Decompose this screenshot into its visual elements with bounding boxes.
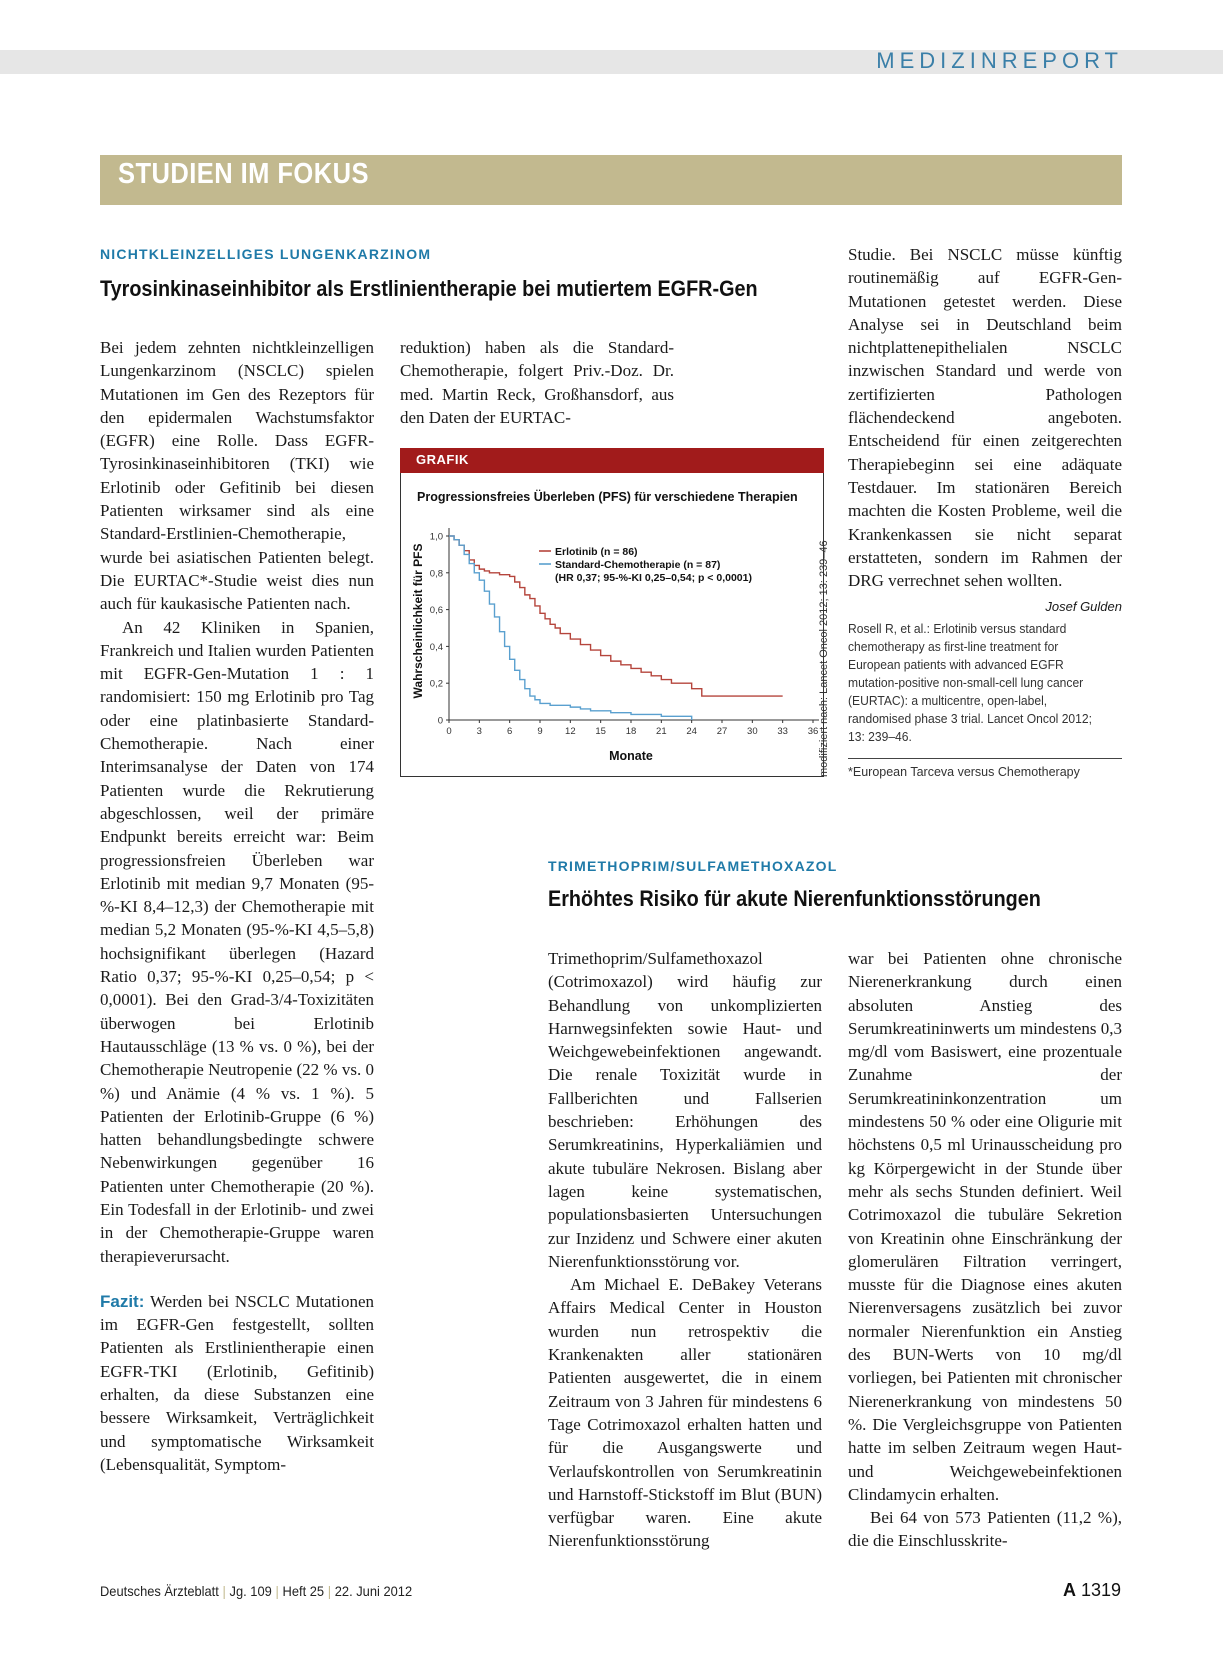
x-tick-label: 18 xyxy=(625,726,637,737)
x-tick-label: 3 xyxy=(476,726,482,737)
fazit-label: Fazit: xyxy=(100,1291,145,1311)
x-tick-label: 6 xyxy=(507,726,513,737)
article2-column-2 xyxy=(848,947,1122,1557)
article1-headline: Tyrosinkinaseinhibitor als Erstlinientherapie bei mutiertem EGFR-Gen xyxy=(100,276,758,301)
banner-title: STUDIEN IM FOKUS xyxy=(118,158,369,190)
pfs-chart xyxy=(401,473,823,775)
article2-column-1 xyxy=(548,947,822,1557)
x-tick-label: 33 xyxy=(777,726,788,737)
article2-kicker: TRIMETHOPRIM/SULFAMETHOXAZOL xyxy=(548,858,838,874)
footnote-rule xyxy=(848,758,1122,759)
article2-paragraph-2: Am Michael E. DeBakey Veterans Affairs Medical Center in Houston wurden nun retrospektiv die Krankenakten aller stationären Patienten ausgewertet, die in einem Zeitraum von 3 Jahren für mindestens 6 Tage Cotrimoxazol erhalten hatten und für die Ausgangswerte und Verlaufskontrollen von Serumkreatinin und Harnstoff-Stickstoff im Blut (BUN) verfügbar waren. Eine akute Nierenfunktionsstörung xyxy=(548,1275,822,1551)
journal-issue: Heft 25 xyxy=(282,1583,325,1599)
legend-hazard-ratio: (HR 0,37; 95-%-KI 0,25–0,54; p < 0,0001) xyxy=(555,572,752,584)
article1-kicker: NICHTKLEINZELLIGES LUNGENKARZINOM xyxy=(100,246,432,262)
fazit-text: Werden bei NSCLC Mutationen im EGFR-Gen festgestellt, sollten Patienten als Erstlinientherapie einen EGFR-TKI (Erlotinib, Gefitinib) erhalten, da diese Substanzen eine bessere Wirksamkeit, Verträglichkeit und symptomatische Wirksamkeit (Lebensqualität, Symptom- xyxy=(100,1291,374,1474)
article2-paragraph-3: war bei Patienten ohne chronische Nierenerkrankung durch einen absoluten Anstieg des Serumkreatininwerts um mindestens 0,3 mg/dl vom Basiswert, eine prozentuale Zunahme der Serumkreatininkonzentration um mindestens 50 % oder eine Oligurie mit höchstens 0,5 ml Urinausscheidung pro kg Körpergewicht in der Stunde über mehr als sechs Stunden definiert. Weil Cotrimoxazol die tubuläre Sekretion von Kreatinin ohne Einschränkung der glomerulären Filtration verringert, musste für die Diagnose eines akuten Nierenversagens zusätzlich bei zuvor normaler Nierenfunktion ein Anstieg des BUN-Werts von 10 mg/dl vorliegen, bei Patienten mit chronischer Nierenerkrankung von mindestens 50 %. Die Vergleichsgruppe von Patienten hatte im selben Zeitraum wegen Haut- und Weichgewebeinfektionen Clindamycin erhalten. xyxy=(848,949,1122,1504)
journal-volume: Jg. 109 xyxy=(229,1583,272,1599)
footnote: *European Tarceva versus Chemotherapy xyxy=(848,765,1080,779)
y-tick-label: 0,4 xyxy=(429,641,443,653)
y-tick-label: 0,2 xyxy=(429,678,443,690)
chart-source-credit: modifiziert nach: Lancet Oncol 2012; 13: 239–46 xyxy=(818,540,830,777)
article2-paragraph-1: Trimethoprim/Sulfamethoxazol (Cotrimoxazol) wird häufig zur Behandlung von unkomplizierten Harnwegsinfekten sowie Haut- und Weichgewebeinfektionen angewandt. Die renale Toxizität wurde in Fallberichten und Fallserien beschrieben: Erhöhungen des Serumkreatinins, Hyperkaliämien und akute tubuläre Nekrosen. Bislang aber lagen keine systematischen, populationsbasierten Untersuchungen zur Inzidenz und Schwere einer akuten Nierenfunktionsstörung vor. xyxy=(548,949,822,1271)
journal-date: 22. Juni 2012 xyxy=(334,1583,413,1599)
x-tick-label: 12 xyxy=(565,726,576,737)
page-number xyxy=(1063,1580,1121,1601)
x-tick-label: 24 xyxy=(686,726,697,737)
page-number-value: 1319 xyxy=(1080,1580,1121,1600)
article1-column-2-text: reduktion) haben als die Standard-Chemotherapie, folgert Priv.-Doz. Dr. med. Martin Reck, Großhansdorf, aus den Daten der EURTAC- xyxy=(400,338,674,427)
article1-column-1 xyxy=(100,336,374,1566)
x-tick-label: 0 xyxy=(446,726,452,737)
article1-column-3-text: Studie. Bei NSCLC müsse künftig routinemäßig auf EGFR-Gen-Mutationen getestet werden. Diese Analyse sei in Deutschland beim nichtplattenepithelialen NSCLC inzwischen Standard und werde von zertifizierten Pathologen flächendeckend angeboten. Entscheidend für einen zeitgerechten Therapiebeginn sei eine adäquate Testdauer. Im stationären Bereich machten die Kosten Probleme, weil die Krankenkassen sie nicht separat erstatteten, sondern im Rahmen der DRG verrechnet sehen wollten. xyxy=(848,245,1122,591)
x-tick-label: 36 xyxy=(807,726,819,737)
article2-headline: Erhöhtes Risiko für akute Nierenfunktionsstörungen xyxy=(548,886,1041,911)
article2-paragraph-4: Bei 64 von 573 Patienten (11,2 %), die die Einschlusskrite- xyxy=(848,1508,1122,1551)
article1-column-2 xyxy=(400,336,674,431)
y-tick-label: 0,6 xyxy=(429,605,443,617)
article1-paragraph-1: Bei jedem zehnten nichtkleinzelligen Lungenkarzinom (NSCLC) spielen Mutationen im Gen des Rezeptors für den epidermalen Wachstumsfaktor (EGFR) eine Rolle. Dass EGFR-Tyrosinkinaseinhibitoren (TKI) wie Erlotinib oder Gefitinib bei diesen Patienten wirksamer sind als eine Standard-Erstlinien-Chemotherapie, wurde bei asiatischen Patienten belegt. Die EURTAC*-Studie weist dies nun auch für kaukasische Patienten nach. xyxy=(100,338,374,614)
page-footer: Deutsches Ärzteblatt | Jg. 109 | Heft 25 | 22. Juni 2012 xyxy=(100,1583,413,1599)
y-tick-label: 0,8 xyxy=(429,568,443,580)
chart-y-axis-label: Wahrscheinlichkeit für PFS xyxy=(411,543,425,699)
chart-x-axis-label: Monate xyxy=(609,749,653,763)
article1-fazit xyxy=(100,1290,374,1476)
page-prefix: A xyxy=(1062,1580,1076,1600)
author-signature: Josef Gulden xyxy=(1045,599,1122,615)
article1-column-3 xyxy=(848,243,1122,615)
x-tick-label: 9 xyxy=(537,726,543,737)
x-tick-label: 30 xyxy=(747,726,758,737)
x-tick-label: 21 xyxy=(656,726,667,737)
section-label: MEDIZINREPORT xyxy=(876,48,1123,73)
x-tick-label: 27 xyxy=(716,726,728,737)
legend-label-2: Standard-Chemotherapie (n = 87) xyxy=(555,559,721,571)
y-tick-label: 1,0 xyxy=(429,531,443,543)
reference: Rosell R, et al.: Erlotinib versus standard chemotherapy as first-line treatment for European patients with advanced EGFR mutation-positive non-small-cell lung cancer (EURTAC): a multicentre, open-label, randomised phase 3 trial. Lancet Oncol 2012; 13: 239–46. xyxy=(848,621,1092,744)
chart-title: Progressionsfreies Überleben (PFS) für verschiedene Therapien xyxy=(417,490,798,504)
legend-label-1: Erlotinib (n = 86) xyxy=(555,546,638,558)
article1-paragraph-2: An 42 Kliniken in Spanien, Frankreich und Italien wurden Patienten mit EGFR-Gen-Mutation 1 : 1 randomisiert: 150 mg Erlotinib pro Tag oder eine platinbasierte Standard-Chemotherapie. Nach einer Interimsanalyse der Daten von 174 Patienten wurde die Rekrutierung abgeschlossen, weil der primäre Endpunkt bereits erreicht war: Beim progressionsfreien Überleben war Erlotinib mit median 9,7 Monaten (95-%-KI 8,4–12,3) der Chemotherapie mit median 5,2 Monaten (95-%-KI 4,5–5,8) hochsignifikant überlegen (Hazard Ratio 0,37; 95-%-KI 0,25–0,54; p < 0,0001). Bei den Grad-3/4-Toxizitäten überwogen bei Erlotinib Hautausschläge (13 % vs. 0 %), bei der Chemotherapie Neutropenie (22 % vs. 0 %) und Anämie (4 % vs. 1 %). 5 Patienten der Erlotinib-Gruppe (6 %) hatten behandlungsbedingte schwere Nebenwirkungen gegenüber 16 Patienten unter Chemotherapie (20 %). Ein Todesfall in der Erlotinib- und zwei in der Chemotherapie-Gruppe waren therapieverursacht. xyxy=(100,617,374,1266)
x-tick-label: 15 xyxy=(595,726,606,737)
chart-legend xyxy=(539,546,752,584)
journal-name: Deutsches Ärzteblatt xyxy=(100,1583,219,1599)
chart-header-label: GRAFIK xyxy=(416,452,469,467)
y-tick-label: 0 xyxy=(437,715,443,727)
